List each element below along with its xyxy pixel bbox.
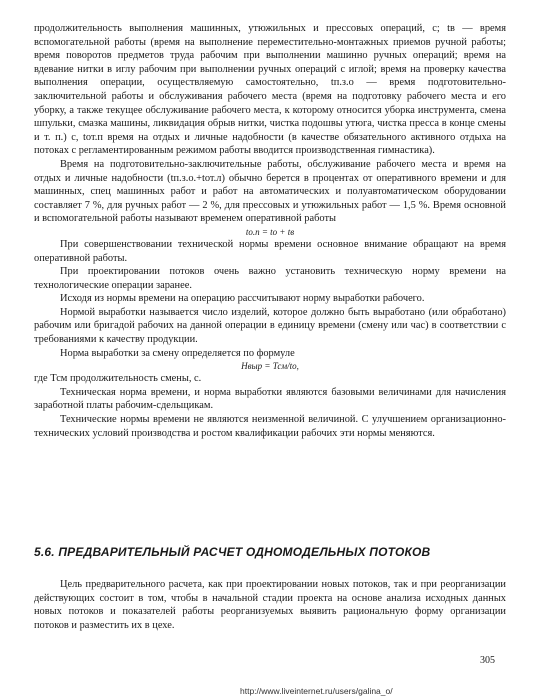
formula-operative-time: tо.п = tо + tв (245, 226, 295, 237)
paragraph-continuation: продолжительность выполнения машинных, утюжильных и прессовых операций, с; tв — время вспомогательной работы (время на выполнение переместительно-монтажных приемов ручной работы; время поворотов предметов труда рабочим при выполнении машинно ручных операций; время на вдевание нитки в иглу рабочим при выполнении ручных операций с иглой; время на проверку качества выполнения операции, осуществляемую самостоятельно, tп.з.о — время подготовительно-заключительной работы и обслуживания рабочего места (время на подготовку рабочего места и его уборку, а также текущее обслуживание рабочего места, к которому относится уборка инструмента, смена шпульки, смазка машины, ликвидация обрыв нитки, чистка подошвы утюга, чистка пресса в конце смены и т. п.) с, tот.п время на отдых и личные надобности (в качестве обязательного активного отдыха на потоках с регламентированным режимом работы вводится производственная гимнастика). (34, 23, 506, 157)
formula-output-norm: Нвыр = Тсм/tо, (241, 361, 299, 372)
paragraph-where: где Тсм продолжительность смены, с. (34, 373, 202, 385)
paragraph-base-values: Техническая норма времени, и норма выработки являются базовыми величинами для начисления заработной платы рабочим-сдельщикам. (34, 386, 506, 412)
paragraph-design: При проектировании потоков очень важно установить техническую норму времени на технологические операции заранее. (34, 266, 506, 291)
paragraph-section-intro: Цель предварительного расчета, как при проектировании новых потоков, так и при реорганизации действующих состоит в том, чтобы в начальной стадии проекта на основе анализа исходных данных новых потоков и показателей работы реорганизуемых выявить рациональную форму организации потоков и разместить их в цехе. (34, 579, 506, 631)
section-heading: 5.6. ПРЕДВАРИТЕЛЬНЫЙ РАСЧЕТ ОДНОМОДЕЛЬНЫХ ПОТОКОВ (34, 545, 431, 559)
paragraph-improvement: При совершенствовании технической нормы времени основное внимание обращают на время оперативной работы. (34, 238, 506, 264)
page-number: 305 (480, 655, 495, 666)
paragraph-norms-change: Технические нормы времени не являются неизменной величиной. С улучшением организационно-технических условий производства и ростом квалификации рабочих эти нормы меняются. (34, 414, 506, 439)
body-text-top (34, 22, 506, 440)
paragraph-output-definition: Нормой выработки называется число изделий, которое должно быть выработано (или обработано) рабочим или бригадой рабочих на данной операции в единицу времени (смену или час) в соответствии с требованиями к качеству продукции. (34, 306, 506, 346)
paragraph-time-percent: Время на подготовительно-заключительные работы, обслуживание рабочего места и время на отдых и личные надобности (tп.з.о.+tот.л) обычно берется в процентах от оперативного времени и для машинных, спец машинных работ и работ на автоматических и полуавтоматическом оборудовании составляет 7 %, для ручных работ — 2 %, для прессовых и утюжильных работ — 1,5 %. Время основной и вспомогательной работы называют временем оперативной работы (34, 158, 506, 225)
watermark-url: http://www.liveinternet.ru/users/galina_o/ (240, 686, 393, 696)
paragraph-formula-intro: Норма выработки за смену определяется по формуле (60, 347, 295, 359)
paragraph-output-norm: Исходя из нормы времени на операцию рассчитывают норму выработки рабочего. (60, 293, 425, 305)
body-text-section (34, 578, 506, 632)
